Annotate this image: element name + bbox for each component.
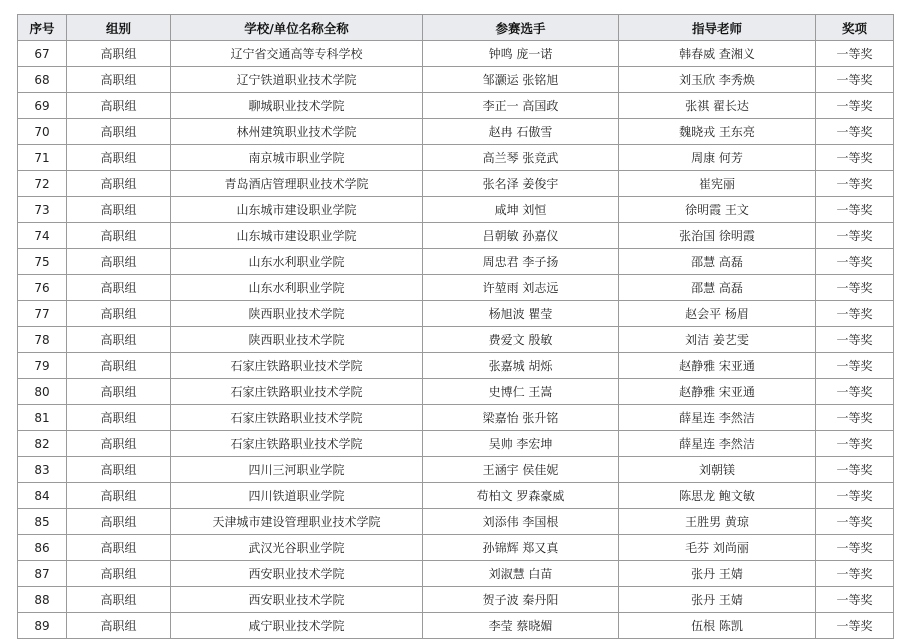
award-cell: 一等奖: [816, 327, 894, 353]
contestants-cell: 刘淑慧 白苗: [423, 561, 619, 587]
school-name-cell: 石家庄铁路职业技术学院: [171, 379, 423, 405]
award-cell: 一等奖: [816, 93, 894, 119]
serial-number-cell: 89: [18, 613, 67, 639]
serial-number-cell: 78: [18, 327, 67, 353]
table-row: [18, 197, 894, 223]
serial-number-cell: 76: [18, 275, 67, 301]
group-cell: 高职组: [67, 587, 171, 613]
advisors-cell: 张治国 徐明霞: [619, 223, 816, 249]
group-cell: 高职组: [67, 535, 171, 561]
advisors-cell: 薛星连 李然洁: [619, 405, 816, 431]
school-name-cell: 林州建筑职业技术学院: [171, 119, 423, 145]
school-name-cell: 石家庄铁路职业技术学院: [171, 353, 423, 379]
advisors-cell: 周康 何芳: [619, 145, 816, 171]
group-cell: 高职组: [67, 197, 171, 223]
table-row: [18, 509, 894, 535]
group-cell: 高职组: [67, 67, 171, 93]
serial-number-cell: 79: [18, 353, 67, 379]
award-cell: 一等奖: [816, 535, 894, 561]
award-cell: 一等奖: [816, 119, 894, 145]
group-cell: 高职组: [67, 483, 171, 509]
group-cell: 高职组: [67, 509, 171, 535]
contestants-cell: 刘添伟 李国根: [423, 509, 619, 535]
table-row: [18, 587, 894, 613]
advisors-cell: 赵静雅 宋亚通: [619, 353, 816, 379]
table-row: [18, 431, 894, 457]
contestants-cell: 史博仁 王嵩: [423, 379, 619, 405]
serial-number-cell: 67: [18, 41, 67, 67]
contestants-cell: 李莹 蔡晓媚: [423, 613, 619, 639]
serial-number-cell: 73: [18, 197, 67, 223]
group-cell: 高职组: [67, 457, 171, 483]
contestants-cell: 孙锦辉 郑又真: [423, 535, 619, 561]
table-row: [18, 379, 894, 405]
advisors-cell: 陈思龙 鲍文敏: [619, 483, 816, 509]
table-row: [18, 41, 894, 67]
serial-number-cell: 88: [18, 587, 67, 613]
contestants-cell: 咸坤 刘恒: [423, 197, 619, 223]
award-cell: 一等奖: [816, 379, 894, 405]
advisors-cell: 邵慧 高磊: [619, 249, 816, 275]
serial-number-cell: 81: [18, 405, 67, 431]
advisors-cell: 张丹 王婧: [619, 561, 816, 587]
table-row: [18, 119, 894, 145]
serial-number-cell: 83: [18, 457, 67, 483]
header-advisors: 指导老师: [619, 15, 816, 41]
contestants-cell: 李正一 高国政: [423, 93, 619, 119]
group-cell: 高职组: [67, 353, 171, 379]
group-cell: 高职组: [67, 93, 171, 119]
header-award: 奖项: [816, 15, 894, 41]
contestants-cell: 张嘉城 胡烁: [423, 353, 619, 379]
group-cell: 高职组: [67, 561, 171, 587]
table-row: [18, 171, 894, 197]
serial-number-cell: 86: [18, 535, 67, 561]
contestants-cell: 苟柏文 罗森豪威: [423, 483, 619, 509]
serial-number-cell: 84: [18, 483, 67, 509]
serial-number-cell: 80: [18, 379, 67, 405]
group-cell: 高职组: [67, 249, 171, 275]
advisors-cell: 王胜男 黄琼: [619, 509, 816, 535]
award-cell: 一等奖: [816, 457, 894, 483]
school-name-cell: 山东城市建设职业学院: [171, 223, 423, 249]
group-cell: 高职组: [67, 145, 171, 171]
table-row: [18, 327, 894, 353]
group-cell: 高职组: [67, 301, 171, 327]
award-cell: 一等奖: [816, 587, 894, 613]
serial-number-cell: 85: [18, 509, 67, 535]
award-cell: 一等奖: [816, 145, 894, 171]
contestants-cell: 费爱文 殷敏: [423, 327, 619, 353]
advisors-cell: 薛星连 李然洁: [619, 431, 816, 457]
school-name-cell: 山东城市建设职业学院: [171, 197, 423, 223]
header-contestants: 参赛选手: [423, 15, 619, 41]
group-cell: 高职组: [67, 405, 171, 431]
award-cell: 一等奖: [816, 249, 894, 275]
advisors-cell: 张祺 翟长达: [619, 93, 816, 119]
school-name-cell: 南京城市职业学院: [171, 145, 423, 171]
school-name-cell: 辽宁省交通高等专科学校: [171, 41, 423, 67]
school-name-cell: 天津城市建设管理职业技术学院: [171, 509, 423, 535]
serial-number-cell: 82: [18, 431, 67, 457]
advisors-cell: 崔宪丽: [619, 171, 816, 197]
group-cell: 高职组: [67, 379, 171, 405]
school-name-cell: 石家庄铁路职业技术学院: [171, 431, 423, 457]
school-name-cell: 武汉光谷职业学院: [171, 535, 423, 561]
contestants-cell: 高兰琴 张竞武: [423, 145, 619, 171]
group-cell: 高职组: [67, 223, 171, 249]
contestants-cell: 赵冉 石傲雪: [423, 119, 619, 145]
school-name-cell: 山东水利职业学院: [171, 275, 423, 301]
table-row: [18, 93, 894, 119]
table-row: [18, 535, 894, 561]
contestants-cell: 张名泽 姜俊宇: [423, 171, 619, 197]
serial-number-cell: 68: [18, 67, 67, 93]
serial-number-cell: 72: [18, 171, 67, 197]
school-name-cell: 四川三河职业学院: [171, 457, 423, 483]
advisors-cell: 刘洁 姜艺雯: [619, 327, 816, 353]
award-cell: 一等奖: [816, 197, 894, 223]
serial-number-cell: 71: [18, 145, 67, 171]
advisors-cell: 赵静雅 宋亚通: [619, 379, 816, 405]
award-cell: 一等奖: [816, 613, 894, 639]
group-cell: 高职组: [67, 431, 171, 457]
award-cell: 一等奖: [816, 301, 894, 327]
awards-table-container: [17, 14, 893, 639]
serial-number-cell: 77: [18, 301, 67, 327]
awards-table: [17, 14, 894, 639]
award-cell: 一等奖: [816, 41, 894, 67]
school-name-cell: 山东水利职业学院: [171, 249, 423, 275]
header-school-name: 学校/单位名称全称: [171, 15, 423, 41]
advisors-cell: 徐明霞 王文: [619, 197, 816, 223]
table-row: [18, 613, 894, 639]
award-cell: 一等奖: [816, 431, 894, 457]
advisors-cell: 邵慧 高磊: [619, 275, 816, 301]
contestants-cell: 许堃雨 刘志远: [423, 275, 619, 301]
table-row: [18, 275, 894, 301]
serial-number-cell: 75: [18, 249, 67, 275]
serial-number-cell: 74: [18, 223, 67, 249]
table-row: [18, 353, 894, 379]
advisors-cell: 伍根 陈凯: [619, 613, 816, 639]
award-cell: 一等奖: [816, 67, 894, 93]
award-cell: 一等奖: [816, 483, 894, 509]
group-cell: 高职组: [67, 119, 171, 145]
group-cell: 高职组: [67, 327, 171, 353]
contestants-cell: 杨旭波 瞿莹: [423, 301, 619, 327]
group-cell: 高职组: [67, 41, 171, 67]
contestants-cell: 钟鸣 庞一诺: [423, 41, 619, 67]
school-name-cell: 陕西职业技术学院: [171, 301, 423, 327]
contestants-cell: 梁嘉怡 张升铭: [423, 405, 619, 431]
table-row: [18, 223, 894, 249]
award-cell: 一等奖: [816, 171, 894, 197]
table-row: [18, 457, 894, 483]
header-serial-number: 序号: [18, 15, 67, 41]
table-row: [18, 301, 894, 327]
school-name-cell: 咸宁职业技术学院: [171, 613, 423, 639]
school-name-cell: 聊城职业技术学院: [171, 93, 423, 119]
school-name-cell: 四川铁道职业学院: [171, 483, 423, 509]
table-body: [18, 41, 894, 639]
school-name-cell: 西安职业技术学院: [171, 561, 423, 587]
school-name-cell: 石家庄铁路职业技术学院: [171, 405, 423, 431]
award-cell: 一等奖: [816, 561, 894, 587]
award-cell: 一等奖: [816, 509, 894, 535]
advisors-cell: 魏晓戎 王东亮: [619, 119, 816, 145]
advisors-cell: 张丹 王婧: [619, 587, 816, 613]
group-cell: 高职组: [67, 275, 171, 301]
advisors-cell: 韩春威 查湘义: [619, 41, 816, 67]
contestants-cell: 贺子波 秦丹阳: [423, 587, 619, 613]
header-row: [18, 15, 894, 41]
header-group: 组别: [67, 15, 171, 41]
contestants-cell: 邹灏运 张铭旭: [423, 67, 619, 93]
table-row: [18, 483, 894, 509]
table-row: [18, 561, 894, 587]
award-cell: 一等奖: [816, 223, 894, 249]
school-name-cell: 西安职业技术学院: [171, 587, 423, 613]
school-name-cell: 辽宁铁道职业技术学院: [171, 67, 423, 93]
advisors-cell: 毛芬 刘尚丽: [619, 535, 816, 561]
table-row: [18, 67, 894, 93]
table-header: [18, 15, 894, 41]
table-row: [18, 249, 894, 275]
contestants-cell: 王涵宇 侯佳妮: [423, 457, 619, 483]
advisors-cell: 刘玉欣 李秀焕: [619, 67, 816, 93]
award-cell: 一等奖: [816, 405, 894, 431]
award-cell: 一等奖: [816, 275, 894, 301]
school-name-cell: 青岛酒店管理职业技术学院: [171, 171, 423, 197]
table-row: [18, 145, 894, 171]
serial-number-cell: 69: [18, 93, 67, 119]
award-cell: 一等奖: [816, 353, 894, 379]
table-row: [18, 405, 894, 431]
advisors-cell: 刘朝镁: [619, 457, 816, 483]
group-cell: 高职组: [67, 613, 171, 639]
contestants-cell: 吴帅 李宏坤: [423, 431, 619, 457]
serial-number-cell: 70: [18, 119, 67, 145]
serial-number-cell: 87: [18, 561, 67, 587]
contestants-cell: 周忠君 李子扬: [423, 249, 619, 275]
school-name-cell: 陕西职业技术学院: [171, 327, 423, 353]
contestants-cell: 吕朝敏 孙嘉仪: [423, 223, 619, 249]
group-cell: 高职组: [67, 171, 171, 197]
advisors-cell: 赵会平 杨眉: [619, 301, 816, 327]
